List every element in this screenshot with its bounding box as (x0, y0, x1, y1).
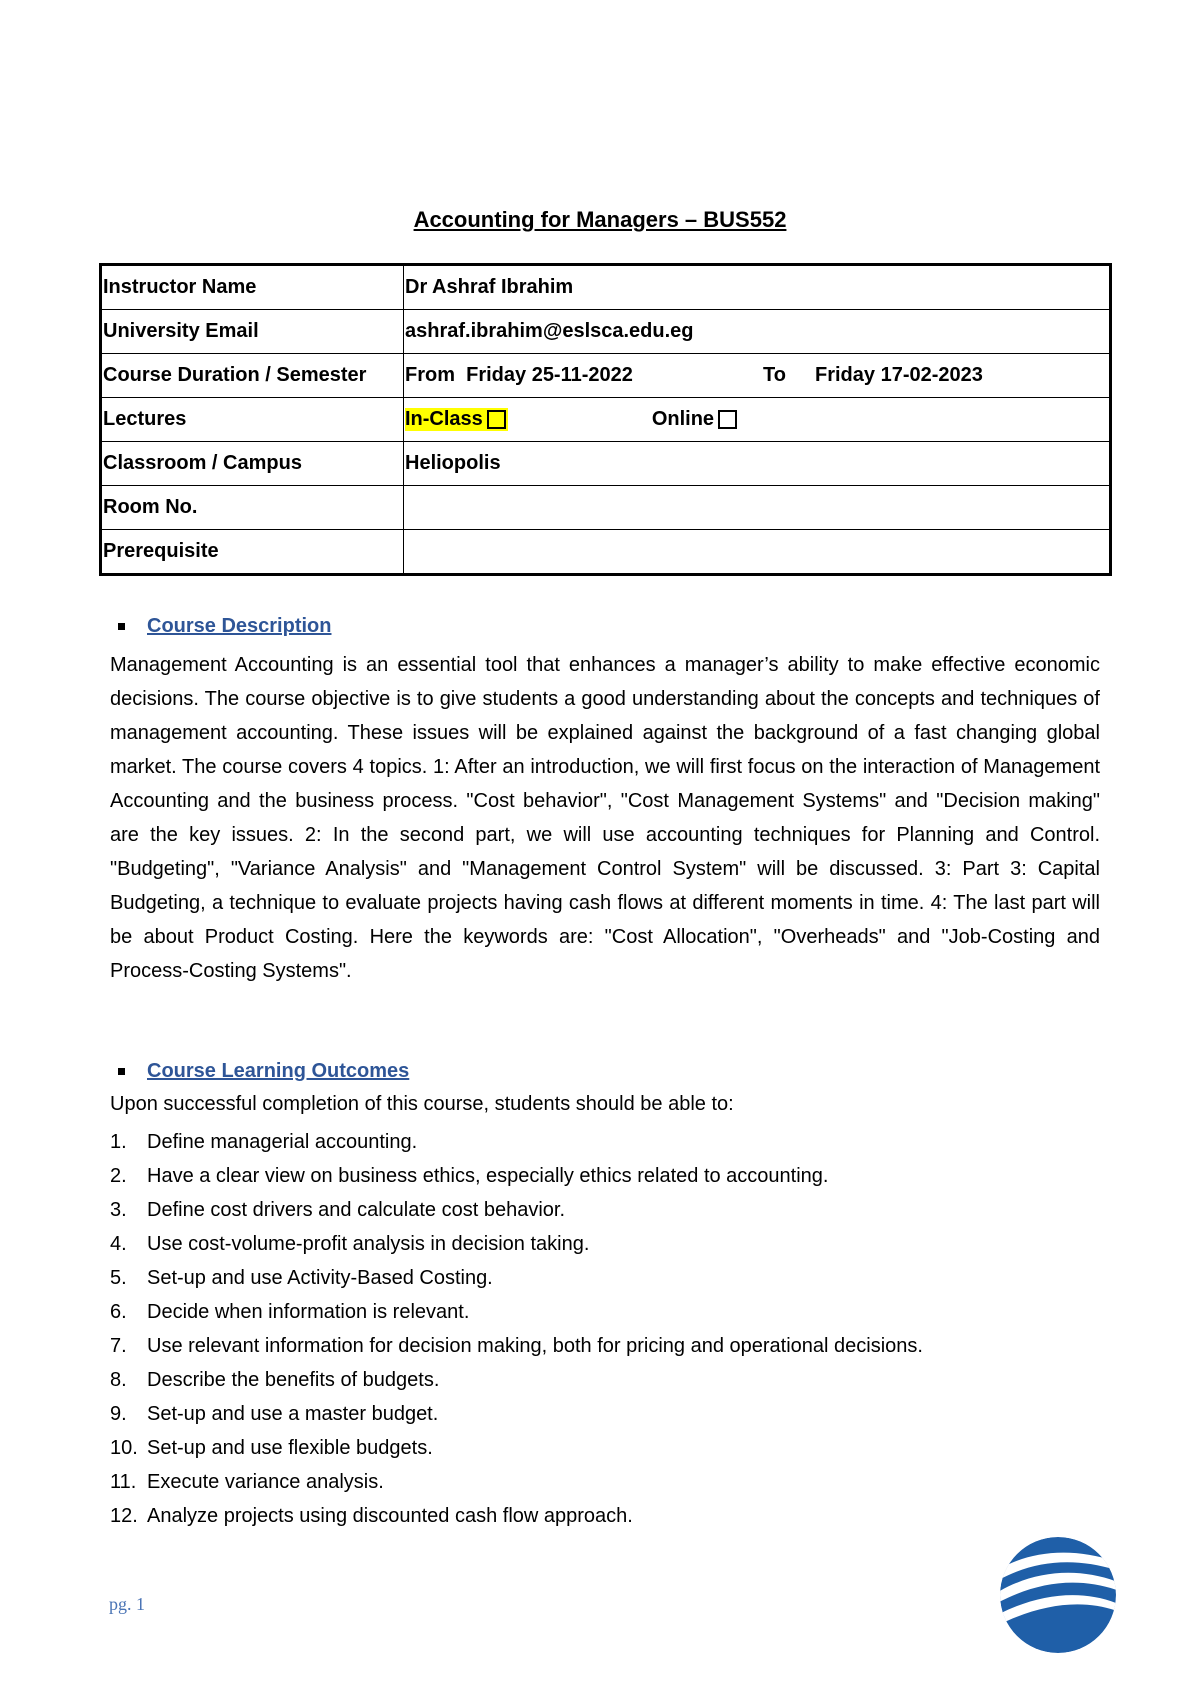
square-bullet-icon (118, 1068, 125, 1075)
square-bullet-icon (118, 623, 125, 630)
learning-outcomes-heading (118, 1060, 409, 1083)
table-row (101, 530, 1111, 575)
list-item (110, 1227, 923, 1261)
inclass-option[interactable] (405, 408, 508, 431)
duration-to-label: To (763, 364, 786, 386)
duration-to: Friday 17-02-2023 (815, 364, 983, 386)
list-text: Use cost-volume-profit analysis in decision taking. (147, 1233, 590, 1255)
list-text: Decide when information is relevant. (147, 1301, 470, 1323)
list-item (110, 1261, 923, 1295)
list-item (110, 1397, 923, 1431)
duration-label: Course Duration / Semester (101, 354, 404, 398)
table-row (101, 354, 1111, 398)
table-row (101, 486, 1111, 530)
learning-outcomes-link[interactable]: Course Learning Outcomes (147, 1060, 410, 1082)
list-item (110, 1159, 923, 1193)
table-row (101, 310, 1111, 354)
course-description-text: Management Accounting is an essential tool that enhances a manager’s ability to make effective economic decisions. The course objective is to give students a good understanding about the concepts and techniques of management accounting. These issues will be explained against the background of a fast changing global market. The course covers 4 topics. 1: After an introduction, we will first focus on the interaction of Management Accounting and the business process. "Cost behavior", "Cost Management Systems" and "Decision making" are the key issues. 2: In the second part, we will use accounting techniques for Planning and Control. "Budgeting", "Variance Analysis" and "Management Control System" will be discussed. 3: Part 3: Capital Budgeting, a technique to evaluate projects having cash flows at different moments in time. 4: The last part will be about Product Costing. Here the keywords are: "Cost Allocation", "Overheads" and "Job-Costing and Process-Costing Systems". (110, 654, 1100, 982)
list-text: Use relevant information for decision making, both for pricing and operational decisions. (147, 1335, 923, 1357)
email-value: ashraf.ibrahim@eslsca.edu.eg (404, 310, 1111, 354)
lectures-cell (404, 398, 1111, 442)
list-number: 10. (110, 1437, 138, 1459)
list-item (110, 1329, 923, 1363)
inclass-checkbox[interactable] (487, 410, 506, 429)
list-item (110, 1465, 923, 1499)
list-text: Define cost drivers and calculate cost behavior. (147, 1199, 565, 1221)
learning-outcomes-intro: Upon successful completion of this course, students should be able to: (110, 1093, 734, 1115)
list-text: Set-up and use Activity-Based Costing. (147, 1267, 493, 1289)
prereq-label: Prerequisite (101, 530, 404, 575)
duration-cell (404, 354, 1111, 398)
list-item (110, 1295, 923, 1329)
page-number: pg. 1 (109, 1594, 145, 1614)
list-item (110, 1363, 923, 1397)
list-item (110, 1499, 923, 1533)
list-item (110, 1125, 923, 1159)
course-description-heading (118, 615, 331, 638)
list-number: 4. (110, 1233, 127, 1255)
list-number: 2. (110, 1165, 127, 1187)
list-text: Define managerial accounting. (147, 1131, 418, 1153)
online-option[interactable] (652, 408, 737, 431)
online-checkbox[interactable] (718, 410, 737, 429)
learning-outcomes-list (110, 1125, 923, 1533)
list-number: 8. (110, 1369, 127, 1391)
instructor-value: Dr Ashraf Ibrahim (404, 265, 1111, 310)
list-text: Describe the benefits of budgets. (147, 1369, 440, 1391)
list-text: Analyze projects using discounted cash flow approach. (147, 1505, 633, 1527)
list-number: 11. (110, 1471, 137, 1493)
course-description-link[interactable]: Course Description (147, 615, 332, 637)
room-value (404, 486, 1111, 530)
course-info-table (99, 263, 1112, 576)
duration-from: From Friday 25-11-2022 (405, 364, 633, 386)
list-number: 5. (110, 1267, 127, 1289)
inclass-label: In-Class (405, 408, 483, 430)
email-label: University Email (101, 310, 404, 354)
list-text: Have a clear view on business ethics, especially ethics related to accounting. (147, 1165, 829, 1187)
list-number: 12. (110, 1505, 138, 1527)
list-item (110, 1193, 923, 1227)
list-text: Set-up and use flexible budgets. (147, 1437, 433, 1459)
list-number: 6. (110, 1301, 127, 1323)
list-item (110, 1431, 923, 1465)
list-number: 3. (110, 1199, 127, 1221)
table-row (101, 398, 1111, 442)
campus-label: Classroom / Campus (101, 442, 404, 486)
table-row (101, 265, 1111, 310)
room-label: Room No. (101, 486, 404, 530)
lectures-label: Lectures (101, 398, 404, 442)
list-text: Set-up and use a master budget. (147, 1403, 439, 1425)
instructor-label: Instructor Name (101, 265, 404, 310)
page-title: Accounting for Managers – BUS552 (413, 207, 787, 232)
list-text: Execute variance analysis. (147, 1471, 384, 1493)
list-number: 9. (110, 1403, 127, 1425)
online-label: Online (651, 408, 715, 430)
list-number: 7. (110, 1335, 127, 1357)
university-logo-icon (995, 1535, 1121, 1655)
list-number: 1. (110, 1131, 127, 1153)
table-row (101, 442, 1111, 486)
campus-value: Heliopolis (404, 442, 1111, 486)
prereq-value (404, 530, 1111, 575)
